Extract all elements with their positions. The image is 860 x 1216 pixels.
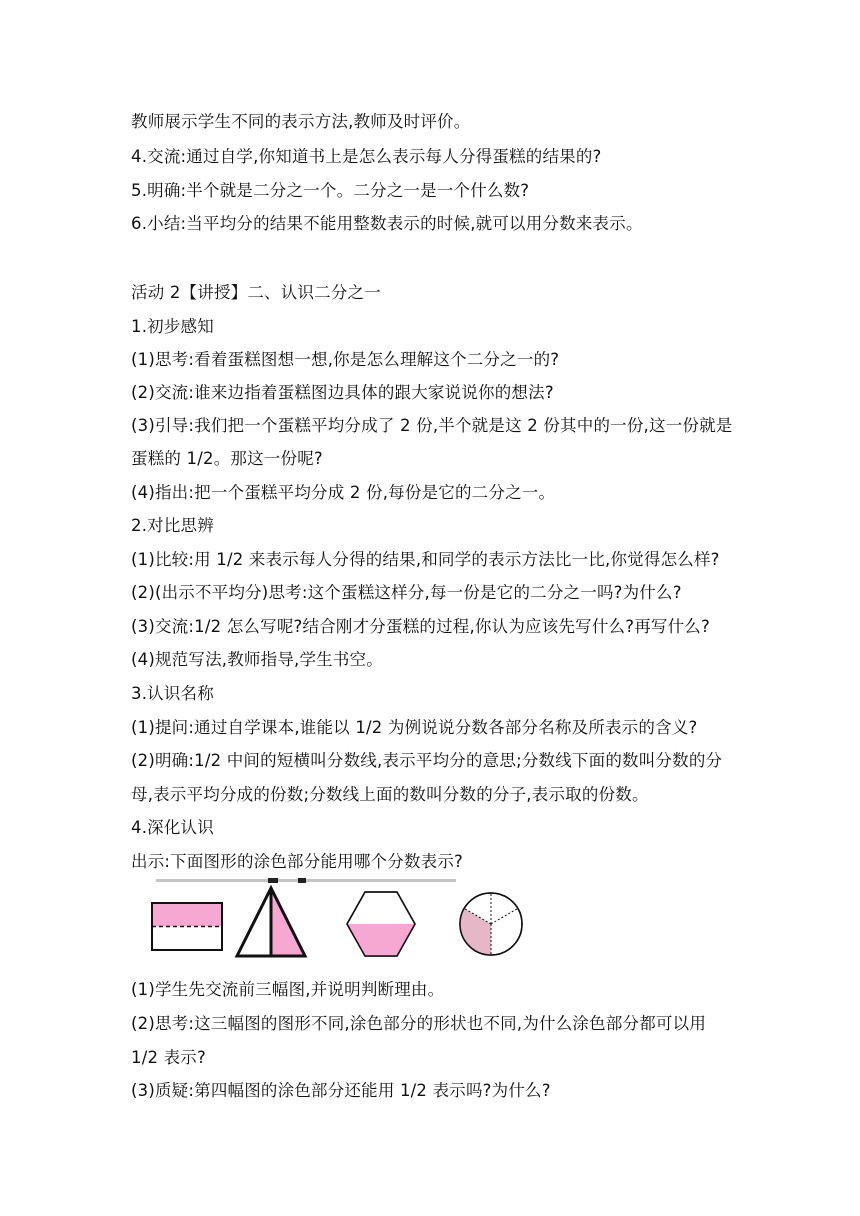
paragraph: 1/2 表示? [131,1048,206,1067]
paragraph: (2)(出示不平均分)思考:这个蛋糕这样分,每一份是它的二分之一吗?为什么? [131,583,682,602]
paragraph: (4)指出:把一个蛋糕平均分成 2 份,每份是它的二分之一。 [131,483,556,502]
paragraph: 4.交流:通过自学,你知道书上是怎么表示每人分得蛋糕的结果的? [131,147,602,166]
subheading: 1.初步感知 [131,317,214,336]
triangle-half-shaded-figure [237,887,306,956]
paragraph: 母,表示平均分成的份数;分数线上面的数叫分数的分子,表示取的份数。 [131,785,649,804]
hexagon-half-shaded-figure [347,892,415,956]
paragraph: (1)提问:通过自学课本,谁能以 1/2 为例说说分数各部分名称及所表示的含义? [131,718,698,737]
paragraph: (2)交流:谁来边指着蛋糕图边具体的跟大家说说你的想法? [131,383,554,402]
section-heading: 活动 2【讲授】二、认识二分之一 [131,283,381,302]
paragraph: 6.小结:当平均分的结果不能用整数表示的时候,就可以用分数来表示。 [131,214,643,233]
paragraph: 教师展示学生不同的表示方法,教师及时评价。 [131,112,471,131]
paragraph: (2)明确:1/2 中间的短横叫分数线,表示平均分的意思;分数线下面的数叫分数的分 [131,751,723,770]
paragraph: (1)学生先交流前三幅图,并说明判断理由。 [131,980,445,999]
paragraph: 蛋糕的 1/2。那这一份呢? [131,449,323,468]
subheading: 4.深化认识 [131,818,214,837]
paragraph: 出示:下面图形的涂色部分能用哪个分数表示? [131,852,464,871]
circle-third-shaded-figure [460,893,522,955]
subheading: 3.认识名称 [131,684,214,703]
paragraph: (1)比较:用 1/2 来表示每人分得的结果,和同学的表示方法比一比,你觉得怎么样? [131,550,720,569]
paragraph: (4)规范写法,教师指导,学生书空。 [131,650,383,669]
paragraph: (2)思考:这三幅图的图形不同,涂色部分的形状也不同,为什么涂色部分都可以用 [131,1014,707,1033]
rectangle-half-shaded-figure [152,903,222,950]
paragraph: 5.明确:半个就是二分之一个。二分之一是一个什么数? [131,181,530,200]
fraction-figures [148,884,528,960]
paragraph: (3)引导:我们把一个蛋糕平均分成了 2 份,半个就是这 2 份其中的一份,这一份就是 [131,416,733,435]
paragraph: (3)交流:1/2 怎么写呢?结合刚才分蛋糕的过程,你认为应该先写什么?再写什么? [131,617,710,636]
paragraph: (1)思考:看着蛋糕图想一想,你是怎么理解这个二分之一的? [131,350,560,369]
paragraph: (3)质疑:第四幅图的涂色部分还能用 1/2 表示吗?为什么? [131,1081,551,1100]
subheading: 2.对比思辨 [131,516,214,535]
